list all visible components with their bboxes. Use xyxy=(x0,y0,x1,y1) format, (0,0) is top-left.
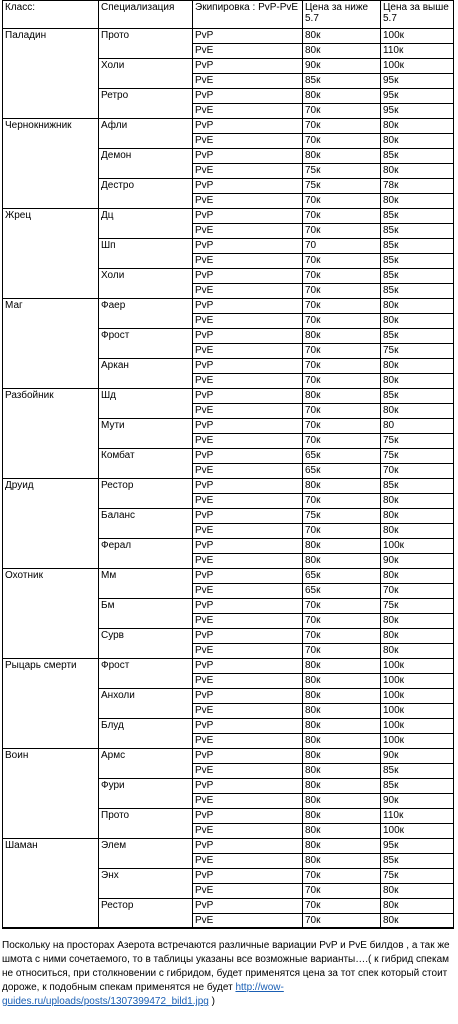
table-cell: 80к xyxy=(305,540,321,551)
table-cell: 70 xyxy=(305,240,317,251)
table-cell: 80к xyxy=(305,855,321,866)
spec-divider xyxy=(98,868,454,869)
table-cell: PvP xyxy=(195,390,214,401)
table-cell: PvP xyxy=(195,780,214,791)
table-cell: 70к xyxy=(305,225,321,236)
spec-name: Шд xyxy=(101,390,116,401)
table-cell: PvE xyxy=(195,675,214,686)
table-cell: PvE xyxy=(195,285,214,296)
table-cell: 70к xyxy=(305,615,321,626)
table-cell: 70к xyxy=(305,900,321,911)
table-cell: 65к xyxy=(305,585,321,596)
table-cell: 75к xyxy=(305,510,321,521)
class-name: Друид xyxy=(5,480,34,491)
table-cell: 100к xyxy=(383,825,405,836)
table-cell: PvE xyxy=(195,75,214,86)
class-name: Чернокнижник xyxy=(5,120,72,131)
table-cell: 80к xyxy=(305,720,321,731)
table-cell: PvP xyxy=(195,750,214,761)
spec-divider xyxy=(98,898,454,899)
class-name: Шаман xyxy=(5,840,38,851)
table-cell: 70к xyxy=(305,315,321,326)
row-divider xyxy=(192,673,454,674)
spec-divider xyxy=(98,238,454,239)
table-cell: 100к xyxy=(383,60,405,71)
class-name: Охотник xyxy=(5,570,43,581)
table-cell: 80к xyxy=(383,510,399,521)
table-cell: 95к xyxy=(383,105,399,116)
table-cell: 70к xyxy=(305,870,321,881)
table-cell: 80к xyxy=(383,570,399,581)
row-divider xyxy=(192,313,454,314)
table-cell: 70к xyxy=(305,135,321,146)
class-name: Рыцарь смерти xyxy=(5,660,77,671)
header-cell: Экипировка : PvP-PvE xyxy=(195,2,299,13)
class-divider xyxy=(2,208,454,209)
table-cell: 70к xyxy=(305,210,321,221)
table-cell: PvP xyxy=(195,810,214,821)
table-cell: 80к xyxy=(305,690,321,701)
row-divider xyxy=(192,133,454,134)
table-cell: 75к xyxy=(383,345,399,356)
table-cell: 80к xyxy=(305,480,321,491)
footnote-text: Поскольку на просторах Азерота встречаются различные вариации PvP и PvE билдов , а так же шмота с ними сочетаемого, то в таблицы указаны все возможные варианты….( к гибрид спекам не относиться, при столкновении с гибридом, будет применятся цена за тот спек который стоит дороже, к подобным спекам применятся не будет xyxy=(2,940,450,993)
class-divider xyxy=(2,118,454,119)
row-divider xyxy=(192,913,454,914)
table-cell: 80к xyxy=(305,150,321,161)
row-divider xyxy=(192,793,454,794)
table-cell: PvE xyxy=(195,885,214,896)
table-cell: 85к xyxy=(383,210,399,221)
spec-divider xyxy=(98,328,454,329)
table-cell: 85к xyxy=(383,285,399,296)
row-divider xyxy=(192,193,454,194)
row-divider xyxy=(192,733,454,734)
row-divider xyxy=(192,373,454,374)
spec-name: Мути xyxy=(101,420,125,431)
spec-divider xyxy=(98,88,454,89)
table-cell: PvE xyxy=(195,645,214,656)
table-cell: 80к xyxy=(305,810,321,821)
table-cell: 110к xyxy=(383,45,404,56)
spec-name: Шп xyxy=(101,240,116,251)
table-cell: 85к xyxy=(383,765,399,776)
table-cell: PvP xyxy=(195,660,214,671)
table-cell: 80к xyxy=(305,555,321,566)
table-cell: PvP xyxy=(195,300,214,311)
row-divider xyxy=(192,883,454,884)
table-cell: PvP xyxy=(195,450,214,461)
table-cell: 80к xyxy=(305,330,321,341)
table-cell: 80к xyxy=(383,135,399,146)
table-cell: 80к xyxy=(383,300,399,311)
row-divider xyxy=(192,163,454,164)
header-cell: Специализация xyxy=(101,2,175,13)
spec-name: Блуд xyxy=(101,720,124,731)
table-cell: 70к xyxy=(305,345,321,356)
table-cell: 70к xyxy=(305,885,321,896)
table-cell: 70к xyxy=(305,300,321,311)
table-cell: 80к xyxy=(383,120,399,131)
table-cell: 80к xyxy=(305,840,321,851)
table-cell: PvP xyxy=(195,150,214,161)
table-cell: PvE xyxy=(195,795,214,806)
table-cell: 70к xyxy=(305,645,321,656)
column-divider xyxy=(192,0,193,928)
spec-name: Фаер xyxy=(101,300,126,311)
table-cell: 80к xyxy=(383,885,399,896)
spec-name: Армс xyxy=(101,750,126,761)
table-cell: PvP xyxy=(195,90,214,101)
table-cell: PvP xyxy=(195,210,214,221)
spec-name: Афли xyxy=(101,120,128,131)
spec-name: Элем xyxy=(101,840,127,851)
table-cell: 80к xyxy=(305,45,321,56)
table-cell: 80к xyxy=(383,375,399,386)
table-cell: PvP xyxy=(195,870,214,881)
table-cell: 100к xyxy=(383,705,405,716)
table-cell: 70к xyxy=(305,360,321,371)
spec-name: Сурв xyxy=(101,630,124,641)
spec-divider xyxy=(98,718,454,719)
table-cell: 80к xyxy=(383,360,399,371)
spec-name: Рестор xyxy=(101,480,134,491)
table-cell: PvE xyxy=(195,405,214,416)
table-cell: PvP xyxy=(195,600,214,611)
spec-name: Прото xyxy=(101,810,130,821)
spec-name: Аркан xyxy=(101,360,129,371)
table-cell: 100к xyxy=(383,720,405,731)
spec-name: Баланс xyxy=(101,510,136,521)
table-cell: 85к xyxy=(383,270,399,281)
class-divider xyxy=(2,568,454,569)
class-name: Воин xyxy=(5,750,29,761)
table-cell: 80к xyxy=(305,705,321,716)
table-cell: 70к xyxy=(305,195,321,206)
table-cell: 80к xyxy=(305,765,321,776)
table-cell: PvE xyxy=(195,765,214,776)
table-cell: 65к xyxy=(305,450,321,461)
table-cell: PvP xyxy=(195,510,214,521)
table-cell: PvP xyxy=(195,480,214,491)
table-cell: 80к xyxy=(305,30,321,41)
table-cell: 95к xyxy=(383,75,399,86)
table-cell: PvE xyxy=(195,195,214,206)
table-cell: 80к xyxy=(383,915,399,926)
spec-divider xyxy=(98,268,454,269)
table-cell: PvP xyxy=(195,30,214,41)
table-cell: 70к xyxy=(305,120,321,131)
table-cell: PvP xyxy=(195,60,214,71)
row-divider xyxy=(192,553,454,554)
table-cell: 65к xyxy=(305,465,321,476)
table-cell: 90к xyxy=(383,795,399,806)
table-cell: PvP xyxy=(195,630,214,641)
class-divider xyxy=(2,748,454,749)
table-cell: PvP xyxy=(195,420,214,431)
table-cell: 75к xyxy=(383,450,399,461)
table-cell: PvE xyxy=(195,465,214,476)
row-divider xyxy=(192,403,454,404)
table-cell: 80к xyxy=(383,525,399,536)
spec-divider xyxy=(98,448,454,449)
spec-divider xyxy=(98,538,454,539)
table-cell: PvE xyxy=(195,915,214,926)
spec-name: Дестро xyxy=(101,180,135,191)
row-divider xyxy=(192,583,454,584)
spec-divider xyxy=(98,178,454,179)
table-cell: 80к xyxy=(305,795,321,806)
row-divider xyxy=(192,223,454,224)
table-cell: 75к xyxy=(383,435,399,446)
spec-name: Рестор xyxy=(101,900,134,911)
column-divider xyxy=(2,0,3,928)
column-divider xyxy=(453,0,454,928)
table-cell: 75к xyxy=(305,180,321,191)
table-cell: PvP xyxy=(195,180,214,191)
table-cell: 70к xyxy=(383,465,399,476)
table-cell: 110к xyxy=(383,810,404,821)
table-cell: PvP xyxy=(195,840,214,851)
table-cell: 90к xyxy=(383,750,399,761)
table-cell: 70к xyxy=(305,435,321,446)
table-cell: 100к xyxy=(383,30,405,41)
table-cell: PvP xyxy=(195,270,214,281)
row-divider xyxy=(192,643,454,644)
row-divider xyxy=(192,493,454,494)
table-cell: 75к xyxy=(383,870,399,881)
class-divider xyxy=(2,388,454,389)
table-cell: 70к xyxy=(305,270,321,281)
table-cell: PvE xyxy=(195,165,214,176)
spec-divider xyxy=(98,688,454,689)
footnote-link[interactable]: http://wow-guides.ru/uploads/posts/1307399472_bild1.jpg xyxy=(2,982,284,1007)
spec-name: Энх xyxy=(101,870,119,881)
class-divider xyxy=(2,928,454,929)
row-divider xyxy=(192,253,454,254)
table-cell: 80к xyxy=(305,735,321,746)
spec-name: Дц xyxy=(101,210,114,221)
spec-name: Демон xyxy=(101,150,132,161)
spec-divider xyxy=(98,58,454,59)
table-cell: PvP xyxy=(195,570,214,581)
table-cell: PvE xyxy=(195,225,214,236)
row-divider xyxy=(192,283,454,284)
table-cell: PvE xyxy=(195,345,214,356)
row-divider xyxy=(192,43,454,44)
table-cell: PvP xyxy=(195,360,214,371)
row-divider xyxy=(192,433,454,434)
table-cell: 100к xyxy=(383,675,405,686)
table-cell: 70к xyxy=(305,495,321,506)
table-cell: 85к xyxy=(383,330,399,341)
header-cell: Класс: xyxy=(5,2,35,13)
table-cell: 80к xyxy=(383,405,399,416)
table-cell: 70к xyxy=(305,600,321,611)
table-cell: PvE xyxy=(195,255,214,266)
table-cell: 80к xyxy=(305,390,321,401)
table-cell: 85к xyxy=(383,480,399,491)
table-cell: 80к xyxy=(383,630,399,641)
table-cell: PvE xyxy=(195,585,214,596)
table-cell: 80 xyxy=(383,420,395,431)
column-divider xyxy=(380,0,381,928)
table-cell: 100к xyxy=(383,540,405,551)
table-cell: PvE xyxy=(195,705,214,716)
spec-name: Анхоли xyxy=(101,690,135,701)
table-cell: 75к xyxy=(383,600,399,611)
table-cell: 70к xyxy=(305,420,321,431)
row-divider xyxy=(192,523,454,524)
table-cell: PvE xyxy=(195,375,214,386)
spec-name: Фрост xyxy=(101,660,130,671)
spec-name: Прото xyxy=(101,30,130,41)
spec-name: Фури xyxy=(101,780,125,791)
table-cell: PvE xyxy=(195,495,214,506)
table-cell: 85к xyxy=(383,780,399,791)
row-divider xyxy=(192,343,454,344)
class-divider xyxy=(2,838,454,839)
table-cell: PvE xyxy=(195,555,214,566)
table-cell: 70к xyxy=(305,255,321,266)
row-divider xyxy=(192,103,454,104)
class-name: Разбойник xyxy=(5,390,54,401)
table-cell: 90к xyxy=(305,60,321,71)
row-divider xyxy=(192,763,454,764)
table-cell: 80к xyxy=(383,615,399,626)
table-cell: PvP xyxy=(195,240,214,251)
table-cell: PvP xyxy=(195,900,214,911)
table-cell: 85к xyxy=(383,390,399,401)
table-cell: PvE xyxy=(195,105,214,116)
table-cell: PvP xyxy=(195,690,214,701)
row-divider xyxy=(192,73,454,74)
table-cell: 85к xyxy=(383,255,399,266)
spec-name: Холи xyxy=(101,270,125,281)
table-cell: 75к xyxy=(305,165,321,176)
table-cell: 70к xyxy=(305,915,321,926)
spec-divider xyxy=(98,808,454,809)
spec-divider xyxy=(98,148,454,149)
table-cell: 85к xyxy=(383,150,399,161)
spec-name: Комбат xyxy=(101,450,135,461)
table-cell: PvE xyxy=(195,615,214,626)
table-cell: 80к xyxy=(305,90,321,101)
table-cell: 70к xyxy=(305,375,321,386)
table-cell: PvP xyxy=(195,330,214,341)
table-cell: 85к xyxy=(383,855,399,866)
header-cell: Цена за ниже 5.7 xyxy=(305,2,369,24)
table-cell: 100к xyxy=(383,690,405,701)
table-cell: 80к xyxy=(305,780,321,791)
column-divider xyxy=(302,0,303,928)
table-cell: 95к xyxy=(383,90,399,101)
spec-divider xyxy=(98,778,454,779)
spec-name: Ферал xyxy=(101,540,132,551)
class-divider xyxy=(2,478,454,479)
table-cell: PvE xyxy=(195,825,214,836)
table-cell: 80к xyxy=(305,825,321,836)
table-cell: 80к xyxy=(383,645,399,656)
class-divider xyxy=(2,658,454,659)
table-cell: PvE xyxy=(195,525,214,536)
table-cell: 70к xyxy=(305,285,321,296)
table-cell: 80к xyxy=(383,195,399,206)
row-divider xyxy=(192,853,454,854)
table-cell: PvE xyxy=(195,435,214,446)
table-cell: 95к xyxy=(383,840,399,851)
table-cell: 90к xyxy=(383,555,399,566)
class-divider xyxy=(2,298,454,299)
table-cell: 80к xyxy=(305,750,321,761)
header-divider xyxy=(2,28,454,29)
table-cell: PvE xyxy=(195,315,214,326)
row-divider xyxy=(192,613,454,614)
price-table xyxy=(2,0,454,928)
footnote-tail: ) xyxy=(208,996,215,1007)
table-cell: PvP xyxy=(195,720,214,731)
table-cell: 85к xyxy=(383,225,399,236)
spec-divider xyxy=(98,418,454,419)
row-divider xyxy=(192,823,454,824)
table-cell: 78к xyxy=(383,180,399,191)
spec-divider xyxy=(98,508,454,509)
class-name: Маг xyxy=(5,300,23,311)
table-cell: PvE xyxy=(195,855,214,866)
footnote xyxy=(2,939,454,1009)
class-name: Паладин xyxy=(5,30,47,41)
table-cell: 100к xyxy=(383,735,405,746)
table-cell: PvE xyxy=(195,135,214,146)
table-cell: PvP xyxy=(195,120,214,131)
table-cell: 85к xyxy=(383,240,399,251)
row-divider xyxy=(192,703,454,704)
table-cell: PvP xyxy=(195,540,214,551)
spec-name: Мм xyxy=(101,570,117,581)
spec-name: Холи xyxy=(101,60,125,71)
table-cell: PvE xyxy=(195,45,214,56)
spec-name: Бм xyxy=(101,600,115,611)
table-cell: 70к xyxy=(305,630,321,641)
table-cell: 80к xyxy=(383,165,399,176)
table-cell: 80к xyxy=(383,495,399,506)
table-cell: 70к xyxy=(383,585,399,596)
table-cell: 70к xyxy=(305,525,321,536)
table-cell: 70к xyxy=(305,405,321,416)
table-cell: 85к xyxy=(305,75,321,86)
spec-divider xyxy=(98,598,454,599)
spec-name: Фрост xyxy=(101,330,130,341)
table-cell: 80к xyxy=(383,315,399,326)
spec-divider xyxy=(98,358,454,359)
table-cell: 80к xyxy=(383,900,399,911)
table-cell: 70к xyxy=(305,105,321,116)
table-cell: 65к xyxy=(305,570,321,581)
row-divider xyxy=(192,463,454,464)
spec-name: Ретро xyxy=(101,90,129,101)
column-divider xyxy=(98,0,99,928)
table-cell: 80к xyxy=(305,660,321,671)
table-cell: 100к xyxy=(383,660,405,671)
table-cell: 80к xyxy=(305,675,321,686)
spec-divider xyxy=(98,628,454,629)
table-border-top xyxy=(2,0,454,1)
table-cell: PvE xyxy=(195,735,214,746)
class-name: Жрец xyxy=(5,210,32,221)
header-cell: Цена за выше 5.7 xyxy=(383,2,449,24)
